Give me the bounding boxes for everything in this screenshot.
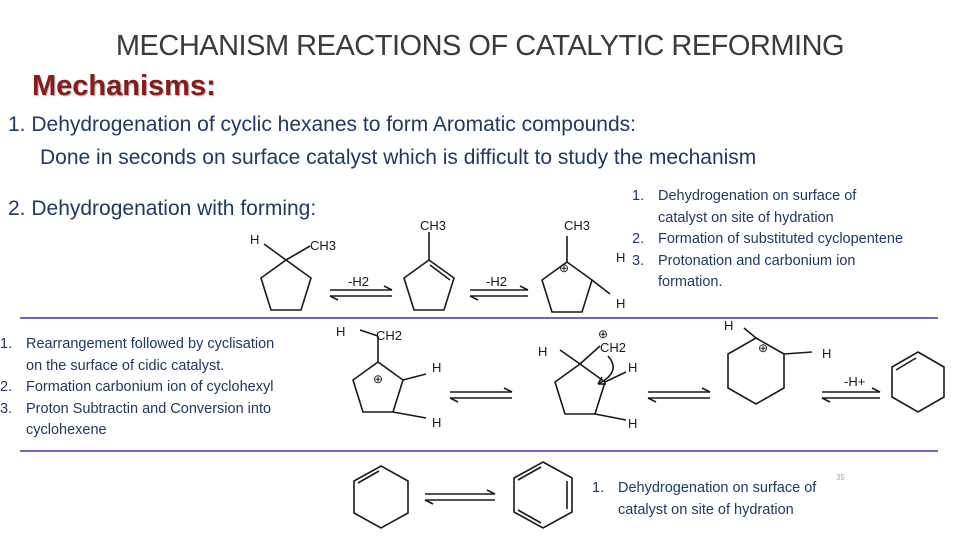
label-minus-h-plus: -H+: [844, 374, 866, 389]
label-minus-h2: -H2: [486, 274, 507, 289]
point-1-subtext: Done in seconds on surface catalyst which is difficult to study the mechanism: [40, 146, 757, 169]
point-2-text: 2. Dehydrogenation with forming:: [8, 197, 317, 220]
plus-charge-icon: ⊕: [598, 327, 609, 341]
label-ch3: CH3: [564, 218, 591, 233]
label-ch3: CH3: [420, 218, 447, 233]
note-number: 1.: [632, 188, 645, 204]
page-title: MECHANISM REACTIONS OF CATALYTIC REFORMING: [115, 30, 845, 62]
note-text: Formation of substituted cyclopentene: [658, 231, 904, 247]
label-h: H: [616, 296, 626, 311]
label-ch2: CH2: [376, 328, 403, 343]
mechanisms-heading: Mechanisms:: [32, 70, 216, 102]
note-text: Formation carbonium ion of cyclohexyl: [26, 379, 274, 395]
plus-charge-icon: ⊕: [758, 341, 769, 355]
label-h: H: [432, 415, 442, 430]
label-h: H: [616, 250, 626, 265]
label-h: H: [432, 360, 442, 375]
note-text: Protonation and carbonium ion formation.: [658, 252, 856, 290]
label-h: H: [724, 318, 734, 333]
benzene-ring: [514, 462, 572, 528]
cyclopentyl-ring: [353, 362, 403, 412]
label-h: H: [336, 324, 346, 339]
plus-charge-icon: ⊕: [373, 372, 384, 386]
plus-charge-icon: ⊕: [559, 261, 570, 275]
label-ch3: CH3: [310, 238, 337, 253]
note-number: 2.: [632, 231, 645, 247]
cyclohexene-ring: [892, 352, 944, 412]
note-number: 1.: [0, 336, 13, 352]
point-1-text: 1. Dehydrogenation of cyclic hexanes to form Aromatic compounds:: [8, 113, 636, 136]
label-h: H: [250, 232, 260, 247]
rearranging-cyclopentane-ring: [555, 364, 605, 414]
note-number: 3.: [0, 400, 13, 417]
label-h: H: [822, 346, 832, 361]
cyclopentene-ring: [404, 260, 454, 310]
label-h: H: [628, 416, 638, 431]
cyclohexene-ring: [354, 466, 408, 528]
note-text: Dehydrogenation on surface of catalyst on site of hydration: [618, 480, 817, 518]
note-text: Rearrangement followed by cyclisation on the surface of cidic catalyst.: [26, 336, 275, 374]
cyclopentane-ring: [261, 260, 311, 310]
note-number: 2.: [0, 379, 13, 395]
note-text: Dehydrogenation on surface of catalyst on site of hydration: [658, 188, 857, 226]
note-number: 1.: [592, 480, 605, 496]
page-number: 35: [836, 473, 845, 482]
label-h: H: [628, 360, 638, 375]
note-number: 3.: [632, 252, 645, 269]
label-h: H: [538, 344, 548, 359]
cyclohexyl-ring: [728, 338, 784, 404]
note-text: Proton Subtractin and Conversion into cyclohexene: [26, 400, 272, 438]
label-ch2: CH2: [600, 340, 627, 355]
label-minus-h2: -H2: [348, 274, 369, 289]
